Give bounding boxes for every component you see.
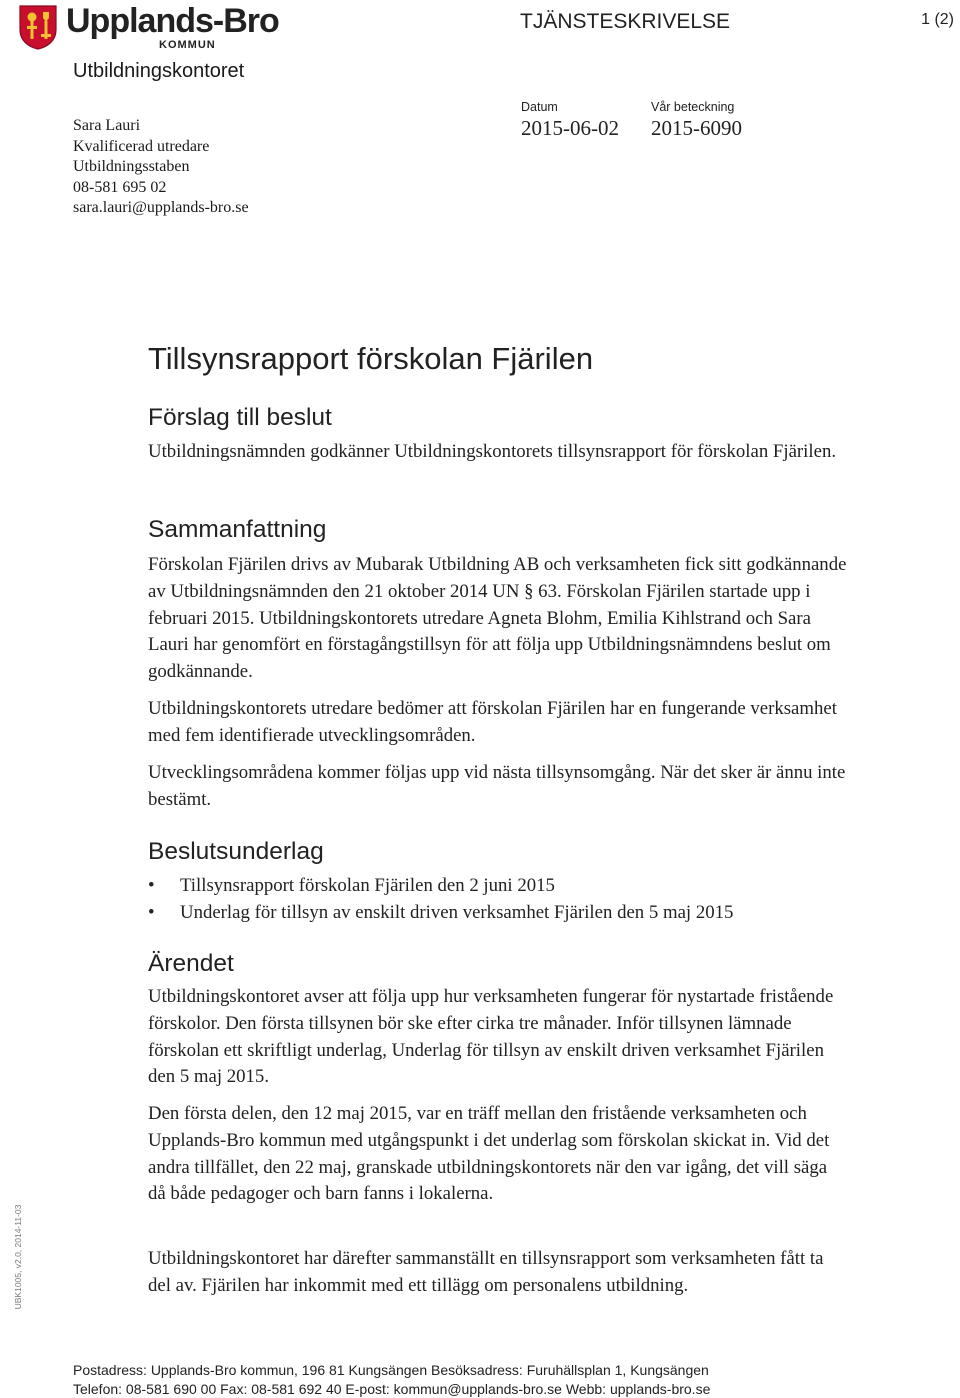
document-title: Tillsynsrapport förskolan Fjärilen: [148, 341, 594, 376]
document-type: TJÄNSTESKRIVELSE: [520, 10, 731, 33]
bullet-icon: •: [148, 902, 155, 923]
footer-address: Postadress: Upplands-Bro kommun, 196 81 Kungsängen Besöksadress: Furuhällsplan 1, Kungsängen: [73, 1362, 709, 1378]
summary-heading: Sammanfattning: [148, 516, 327, 543]
footer-contact: Telefon: 08-581 690 00 Fax: 08-581 692 40 E-post: kommun@upplands-bro.se Webb: upplands-bro.se: [73, 1381, 711, 1397]
date-label: Datum: [521, 100, 558, 114]
sender-email[interactable]: sara.lauri@upplands-bro.se: [73, 199, 249, 216]
case-paragraph-3: Utbildningskontoret har därefter sammanställt en tillsynsrapport som verksamheten fått ta del av. Fjärilen har inkommit med ett tillägg om personalens utbildning.: [148, 1248, 824, 1296]
basis-item-1: Tillsynsrapport förskolan Fjärilen den 2 juni 2015: [180, 875, 555, 896]
reference-label: Vår beteckning: [651, 100, 735, 114]
sender-role: Kvalificerad utredare: [73, 137, 210, 155]
sender-contact: [73, 116, 249, 219]
proposal-heading: Förslag till beslut: [148, 404, 332, 431]
municipality-logo: [18, 2, 298, 52]
sender-name: Sara Lauri: [73, 117, 141, 134]
department: Utbildningskontoret: [73, 60, 245, 82]
basis-list: [148, 872, 733, 926]
template-code: UBK1005, v2.0, 2014-11-03: [13, 1204, 23, 1310]
summary-paragraph-3: Utvecklingsområdena kommer följas upp vid nästa tillsynsomgång. När det sker är ännu inte bestämt.: [148, 762, 846, 810]
basis-heading: Beslutsunderlag: [148, 838, 324, 865]
case-paragraph-2: Den första delen, den 12 maj 2015, var en träff mellan den fristående verksamheten och Upplands-Bro kommun med utgångspunkt i det underlag som förskolan skickat in. Vid det andra tillfället, den 22 maj, granskade utbildningskontorets när den var igång, det vill säga då både pedagoger och barn fanns i lokalerna.: [148, 1103, 830, 1205]
basis-item-2: Underlag för tillsyn av enskilt driven verksamhet Fjärilen den 5 maj 2015: [180, 902, 734, 923]
list-item: [148, 872, 733, 899]
sender-phone: 08-581 695 02: [73, 178, 167, 196]
coat-of-arms-icon: [18, 4, 58, 50]
summary-paragraph-2: Utbildningskontorets utredare bedömer att förskolan Fjärilen har en fungerande verksamhet med fem identifierade utvecklingsområden.: [148, 698, 837, 746]
list-item: [148, 899, 733, 926]
summary-paragraph-1: Förskolan Fjärilen drivs av Mubarak Utbildning AB och verksamheten fick sitt godkännande av Utbildningsnämnden den 21 oktober 2014 UN § 63. Förskolan Fjärilen startade upp i februari 2015. Utbildningskontorets utredare Agneta Blohm, Emilia Kihlstrand och Sara Lauri har genomfört en förstagångstillsyn för att följa upp Utbildningsnämndens beslut om godkännande.: [148, 554, 847, 683]
case-heading: Ärendet: [148, 950, 234, 977]
sender-unit: Utbildningsstaben: [73, 158, 190, 175]
logo-subtitle: KOMMUN: [159, 39, 216, 51]
reference-value: 2015-6090: [651, 116, 742, 140]
page-number: 1 (2): [921, 11, 954, 28]
bullet-icon: •: [148, 875, 155, 896]
case-paragraph-1: Utbildningskontoret avser att följa upp hur verksamheten fungerar för nystartade fristående förskolor. Den första tillsynen bör ske efter cirka tre månader. Inför tillsynen lämnade förskolan ett skriftligt underlag, Underlag för tillsyn av enskilt driven verksamhet Fjärilen den 5 maj 2015.: [148, 986, 834, 1088]
date-value: 2015-06-02: [521, 116, 619, 140]
logo-wordmark: Upplands-Bro: [66, 2, 279, 40]
proposal-text: Utbildningsnämnden godkänner Utbildningskontorets tillsynsrapport för förskolan Fjärilen.: [148, 441, 837, 462]
